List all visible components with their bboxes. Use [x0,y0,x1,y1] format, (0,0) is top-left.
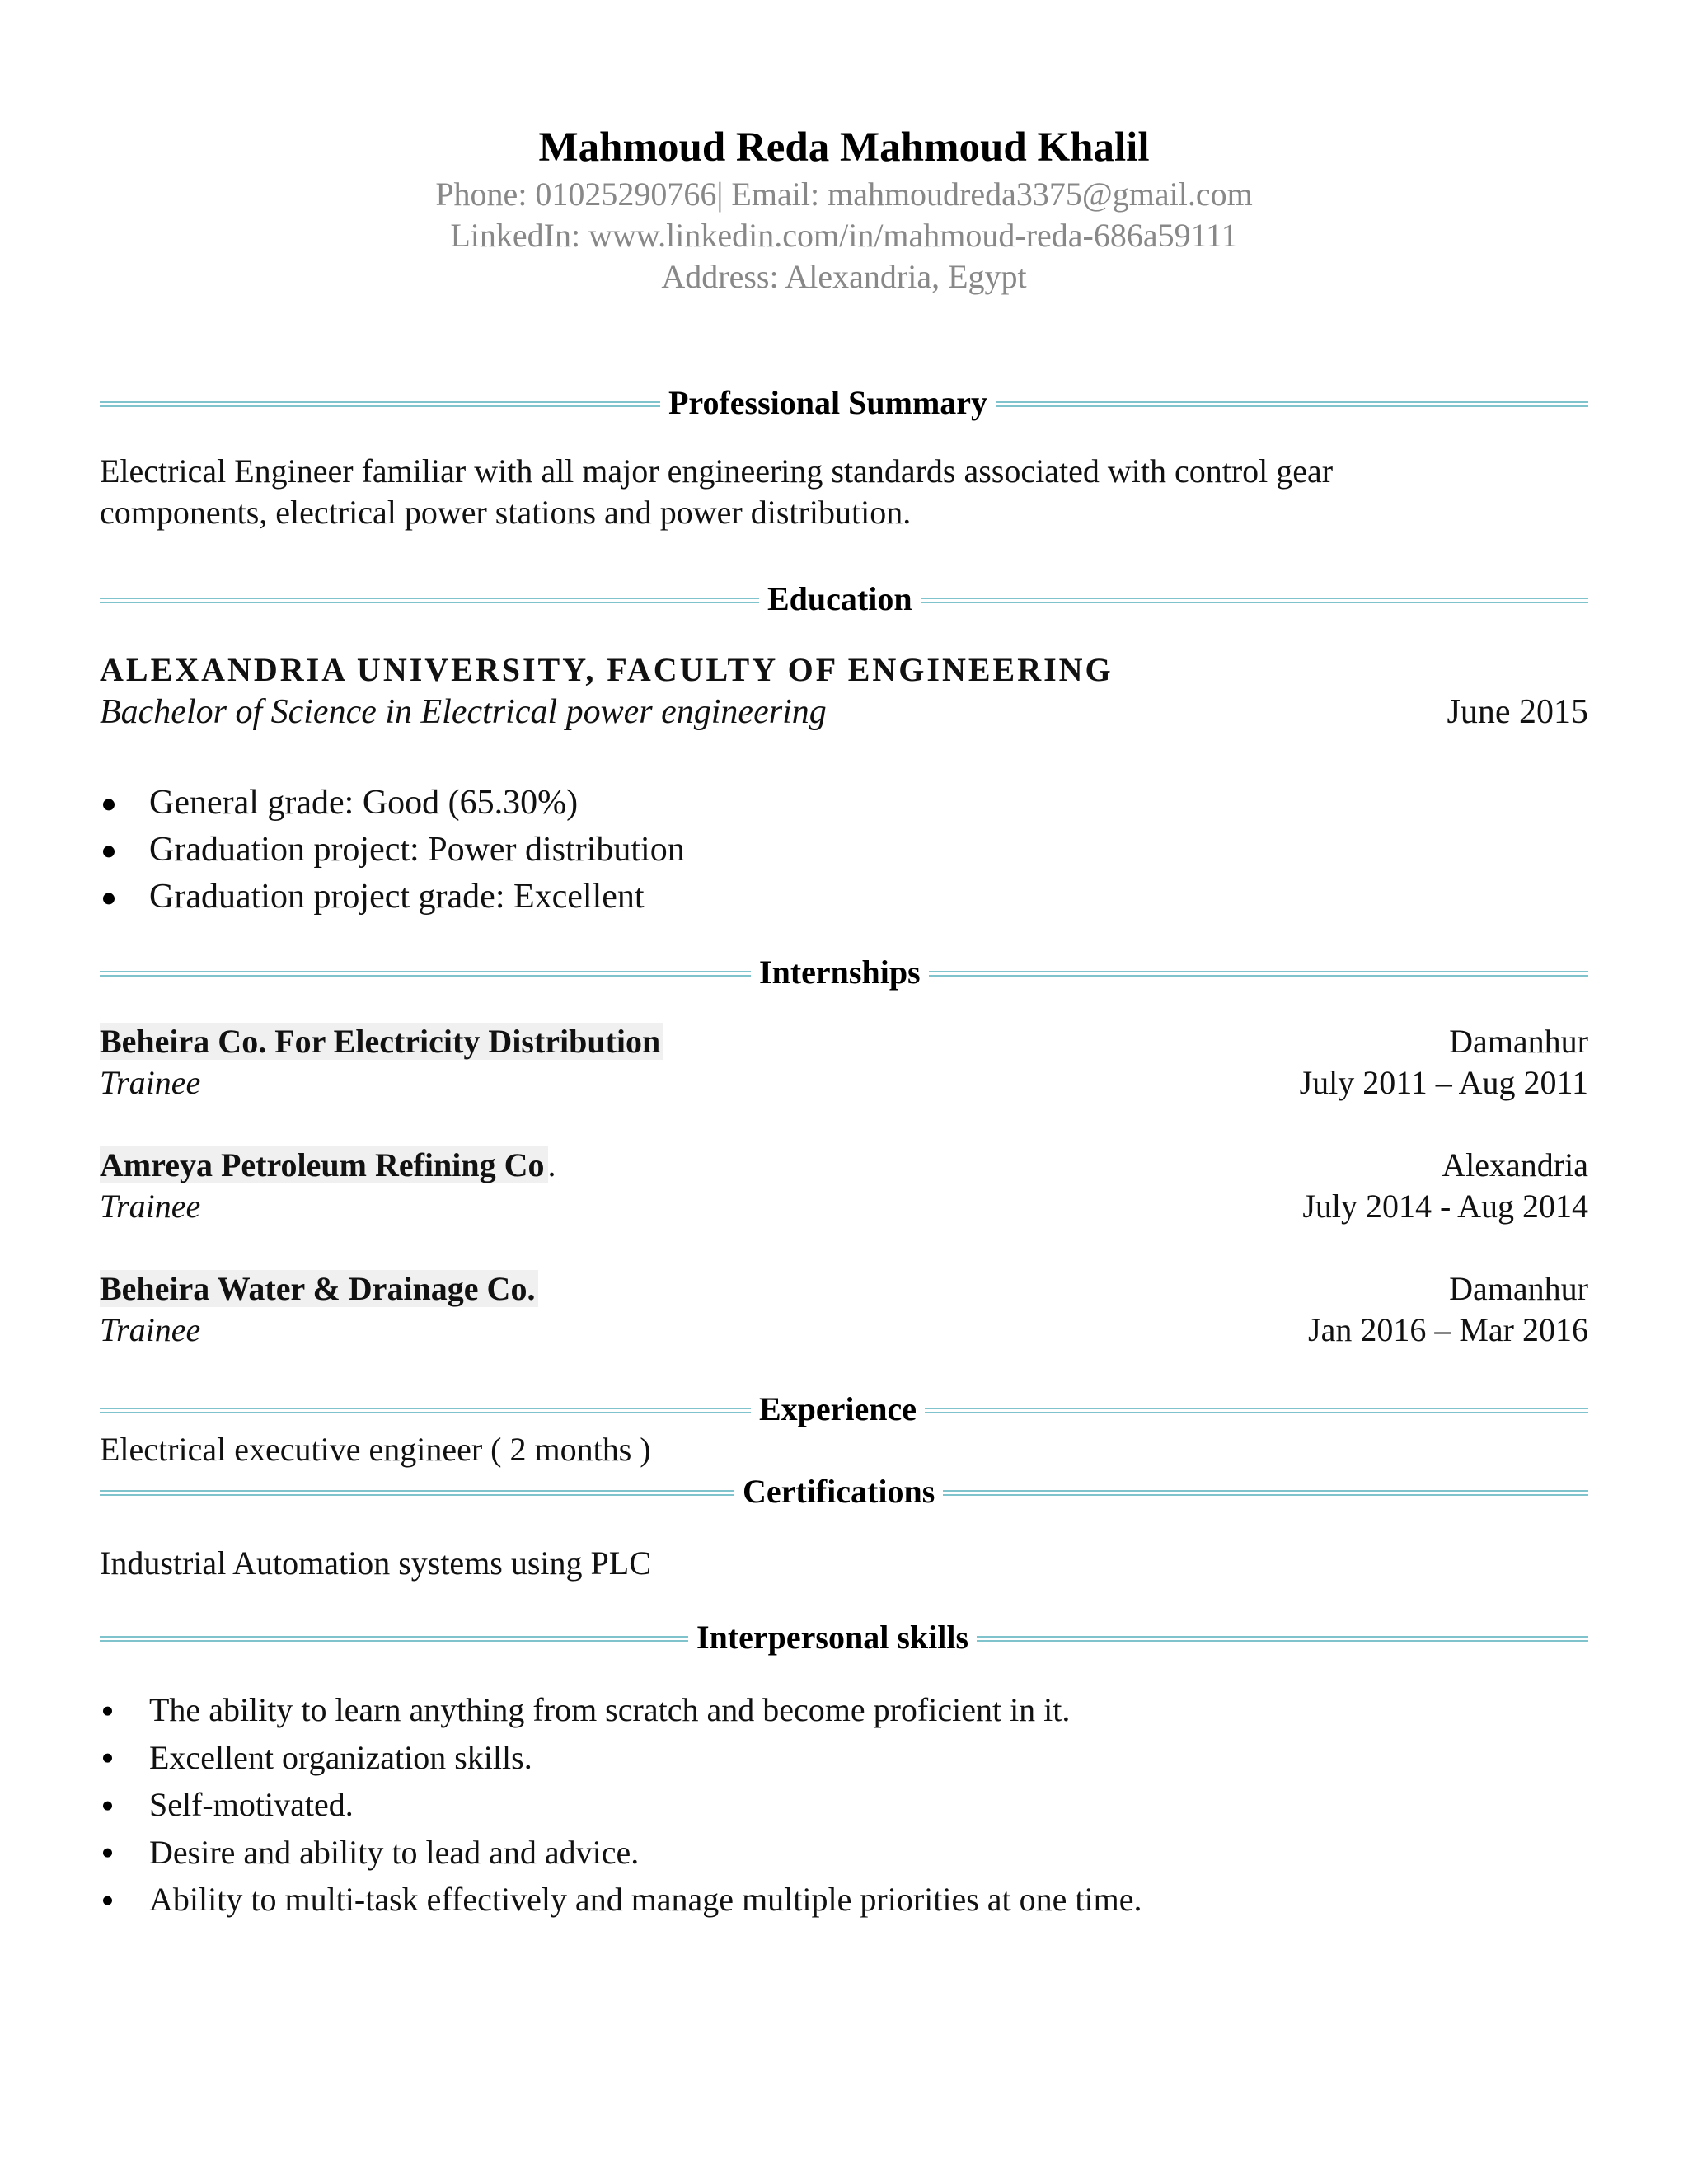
experience-section-header [100,1390,1588,1429]
company-name: Amreya Petroleum Refining Co [100,1146,548,1183]
list-item: Graduation project grade: Excellent [100,874,685,921]
company-name: Beheira Water & Drainage Co. [100,1270,538,1307]
certifications-heading: Certifications [734,1472,943,1511]
summary-text-line-1: Electrical Engineer familiar with all major engineering standards associated with control gear [100,452,1334,490]
skills-list [100,1686,1142,1924]
internships-section-header [100,953,1588,992]
list-item: Ability to multi-task effectively and manage multiple priorities at one time. [100,1876,1142,1924]
candidate-name: Mahmoud Reda Mahmoud Khalil [538,124,1150,171]
internship-location: Alexandria [1442,1146,1588,1183]
summary-text-line-2: components, electrical power stations and power distribution. [100,494,912,531]
internship-dates: July 2014 - Aug 2014 [1302,1188,1588,1225]
skills-section-header [100,1618,1588,1657]
linkedin-line: LinkedIn: www.linkedin.com/in/mahmoud-reda-686a59111 [450,217,1238,254]
experience-text: Electrical executive engineer ( 2 months ) [100,1431,651,1468]
internship-role: Trainee [100,1311,201,1348]
internship-location: Damanhur [1449,1023,1588,1060]
degree-title: Bachelor of Science in Electrical power engineering [100,693,827,731]
internship-location: Damanhur [1449,1270,1588,1307]
experience-heading: Experience [751,1390,925,1428]
phone-email-line: Phone: 01025290766| Email: mahmoudreda3375@gmail.com [435,176,1253,213]
education-section-header [100,579,1588,619]
internship-company [100,1022,663,1061]
list-item: Excellent organization skills. [100,1734,1142,1782]
list-item: General grade: Good (65.30%) [100,780,685,827]
internship-company [100,1146,556,1184]
internship-role: Trainee [100,1064,201,1101]
internship-dates: Jan 2016 – Mar 2016 [1308,1311,1588,1348]
summary-section-header [100,383,1588,423]
company-name: Beheira Co. For Electricity Distribution [100,1023,663,1060]
degree-date: June 2015 [1447,693,1588,731]
internships-heading: Internships [751,953,929,991]
list-item: Graduation project: Power distribution [100,827,685,874]
list-item: Desire and ability to lead and advice. [100,1829,1142,1877]
education-heading: Education [759,579,921,618]
education-details-list [100,780,685,921]
skills-heading: Interpersonal skills [688,1618,977,1657]
internship-dates: July 2011 – Aug 2011 [1299,1064,1588,1101]
certification-text: Industrial Automation systems using PLC [100,1544,651,1582]
internship-company [100,1269,538,1308]
company-suffix: . [547,1146,556,1183]
list-item: Self-motivated. [100,1781,1142,1829]
address-line: Address: Alexandria, Egypt [661,258,1027,295]
list-item: The ability to learn anything from scratch and become proficient in it. [100,1686,1142,1734]
school-name: ALEXANDRIA UNIVERSITY, FACULTY OF ENGINEERING [100,651,1114,688]
summary-heading: Professional Summary [660,383,996,422]
certifications-section-header [100,1472,1588,1511]
internship-role: Trainee [100,1188,201,1225]
